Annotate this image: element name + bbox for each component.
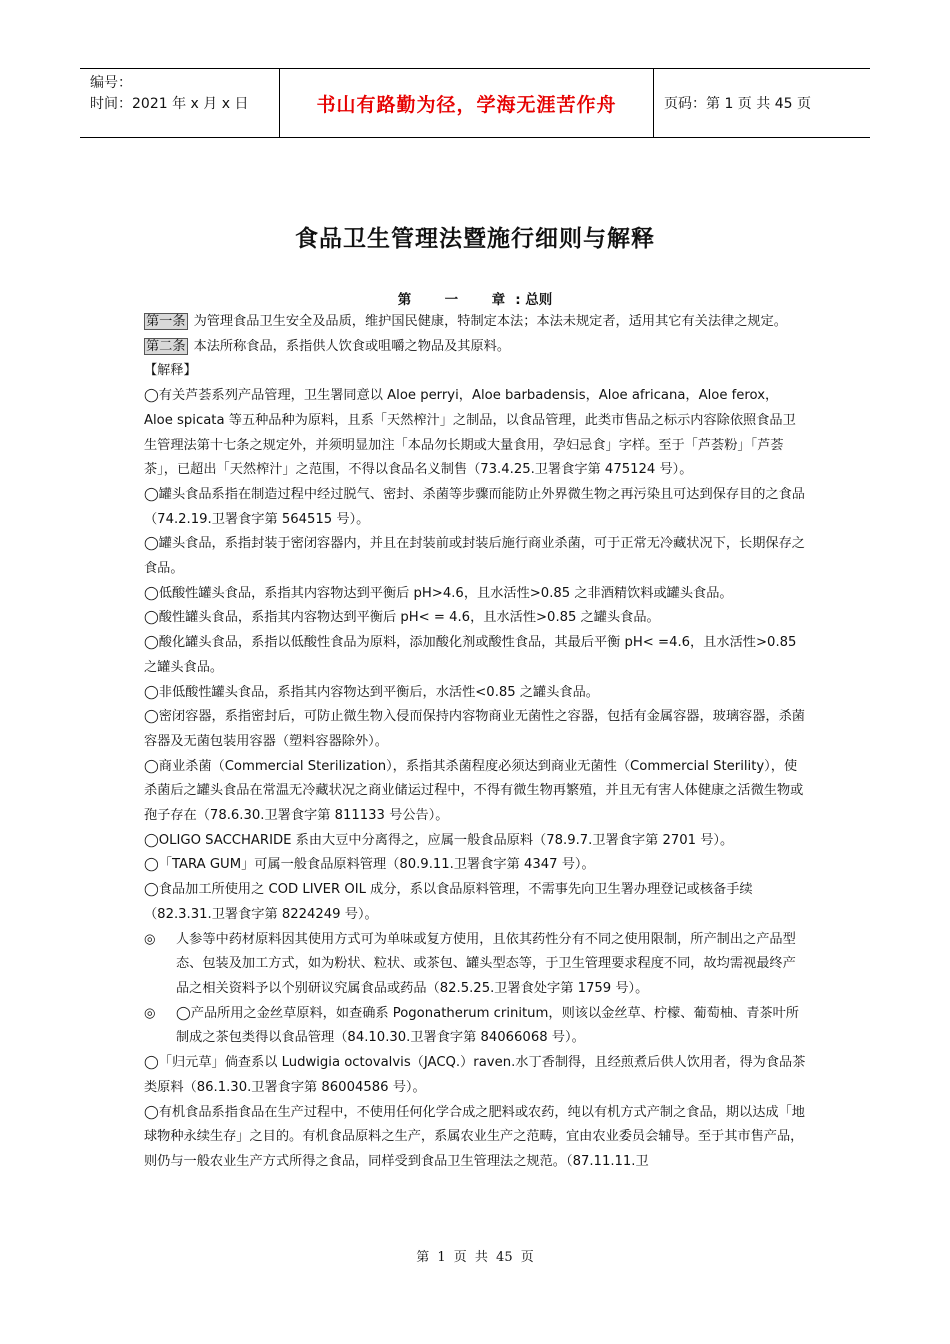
article-2	[144, 335, 806, 360]
explanation-paragraph: ◯酸性罐头食品，系指其内容物达到平衡后 pH< = 4.6，且水活性>0.85 之罐头食品。	[144, 610, 660, 626]
chapter-heading	[0, 288, 950, 308]
article-tag: 第二条	[146, 338, 186, 354]
explanation-paragraph: ◯低酸性罐头食品，系指其内容物达到平衡后 pH>4.6，且水活性>0.85 之非酒精饮料或罐头食品。	[144, 585, 733, 601]
explanation-paragraph: ◯有机食品系指食品在生产过程中，不使用任何化学合成之肥料或农药，纯以有机方式产制之食品，期以达成「地球物种永续生存」之目的。有机食品原料之生产，系属农业生产之范畴，宜由农业委员会辅导。至于其市售产品，则仍与一般农业生产方式所得之食品，同样受到食品卫生管理法之规范。（87.11.11.卫	[144, 1104, 805, 1169]
article-text: 本法所称食品，系指供人饮食或咀嚼之物品及其原料。	[193, 338, 511, 354]
explanation-paragraph: ◯酸化罐头食品，系指以低酸性食品为原料，添加酸化剂或酸性食品，其最后平衡 pH< =4.6，且水活性>0.85 之罐头食品。	[144, 635, 797, 675]
number-label: 编号：	[90, 75, 132, 91]
article-text: 为管理食品卫生安全及品质，维护国民健康，特制定本法；本法未规定者，适用其它有关法律之规定。	[193, 314, 787, 329]
chapter-name: : 总则	[515, 292, 553, 308]
bullet-mark-icon: ◎	[144, 931, 156, 947]
explanation-paragraph: ◯OLIGO SACCHARIDE 系由大豆中分离得之，应属一般食品原料（78.9.7.卫署食字第 2701 号）。	[144, 832, 734, 848]
explanation-paragraph: ◯食品加工所使用之 COD LIVER OIL 成分，系以食品原料管理，不需事先向卫生署办理登记或核备手续（82.3.31.卫署食字第 8224249 号）。	[144, 882, 753, 922]
explanation-heading: 【解释】	[144, 363, 197, 379]
explanation-paragraph: ◯密闭容器，系指密封后，可防止微生物入侵而保持内容物商业无菌性之容器，包括有金属容器，玻璃容器，杀菌容器及无菌包装用容器（塑料容器除外）。	[144, 709, 805, 749]
date-label: 时间：2021 年 x 月 x 日	[90, 96, 249, 112]
page-footer: 第 1 页 共 45 页	[416, 1250, 534, 1265]
explanation-paragraph: ◯罐头食品，系指封装于密闭容器内，并且在封装前或封装后施行商业杀菌，可于正常无冷藏状况下，长期保存之食品。	[144, 536, 805, 577]
explanation-paragraph: ◯罐头食品系指在制造过程中经过脱气、密封、杀菌等步骤而能防止外界微生物之再污染且可达到保存目的之食品（74.2.19.卫署食字第 564515 号）。	[144, 486, 805, 527]
bullet-item	[144, 1002, 806, 1051]
explanation-paragraph: ◯有关芦荟系列产品管理，卫生署同意以 Aloe perryi，Aloe barbadensis，Aloe africana，Aloe ferox，Aloe spicata 等五种品种为原料，且系「天然榨汁」之制品，以食品管理，此类市售品之标示内容除依照食品卫生管理法第十七条之规定外，并须明显加注「本品勿长期或大量食用，孕妇忌食」字样。至于「芦荟粉」「芦荟茶」，已超出「天然榨汁」之范围，不得以食品名义制售（73.4.25.卫署食字第 475124 号）。	[144, 388, 796, 478]
article-1	[144, 310, 806, 335]
chapter-prefix: 第 一 章	[397, 292, 516, 308]
header-motto: 书山有路勤为径，学海无涯苦作舟	[280, 69, 654, 137]
bullet-text: 人参等中药材原料因其使用方式可为单味或复方使用，且依其药性分有不同之使用限制，所产制出之产品型态、包装及加工方式，如为粉状、粒状、或茶包、罐头型态等，于卫生管理要求程度不同，故均需视最终产品之相关资料予以个别研议究属食品或药品（82.5.25.卫署食处字第 1759 号）。	[176, 931, 796, 996]
explanation-paragraph: ◯「TARA GUM」可属一般食品原料管理（80.9.11.卫署食字第 4347 号）。	[144, 857, 595, 873]
bullet-mark-icon: ◎	[144, 1005, 156, 1021]
bullet-text: ◯产品所用之金丝草原料，如查确系 Pogonatherum crinitum，则该以金丝草、柠檬、葡萄柚、青茶叶所制成之茶包类得以食品管理（84.10.30.卫署食字第 84066068 号）。	[176, 1005, 799, 1046]
document-body	[144, 310, 806, 1175]
explanation-paragraph: ◯非低酸性罐头食品，系指其内容物达到平衡后，水活性<0.85 之罐头食品。	[144, 684, 599, 700]
page-header	[80, 68, 870, 138]
explanation-paragraph: ◯「归元草」倘查系以 Ludwigia octovalvis（JACQ.）raven.水丁香制得，且经煎煮后供人饮用者，得为食品茶类原料（86.1.30.卫署食字第 86004586 号）。	[144, 1055, 806, 1095]
header-meta	[80, 69, 280, 137]
header-page-info: 页码：第 1 页 共 45 页	[664, 96, 811, 112]
document-title: 食品卫生管理法暨施行细则与解释	[295, 226, 655, 252]
article-tag: 第一条	[146, 314, 186, 329]
bullet-item	[144, 928, 806, 1002]
explanation-paragraph: ◯商业杀菌（Commercial Sterilization），系指其杀菌程度必须达到商业无菌性（Commercial Sterility），使杀菌后之罐头食品在常温无冷藏状况之商业储运过程中，不得有微生物再繁殖，并且无有害人体健康之活微生物或孢子存在（78.6.30.卫署食字第 811133 号公告）。	[144, 758, 804, 824]
